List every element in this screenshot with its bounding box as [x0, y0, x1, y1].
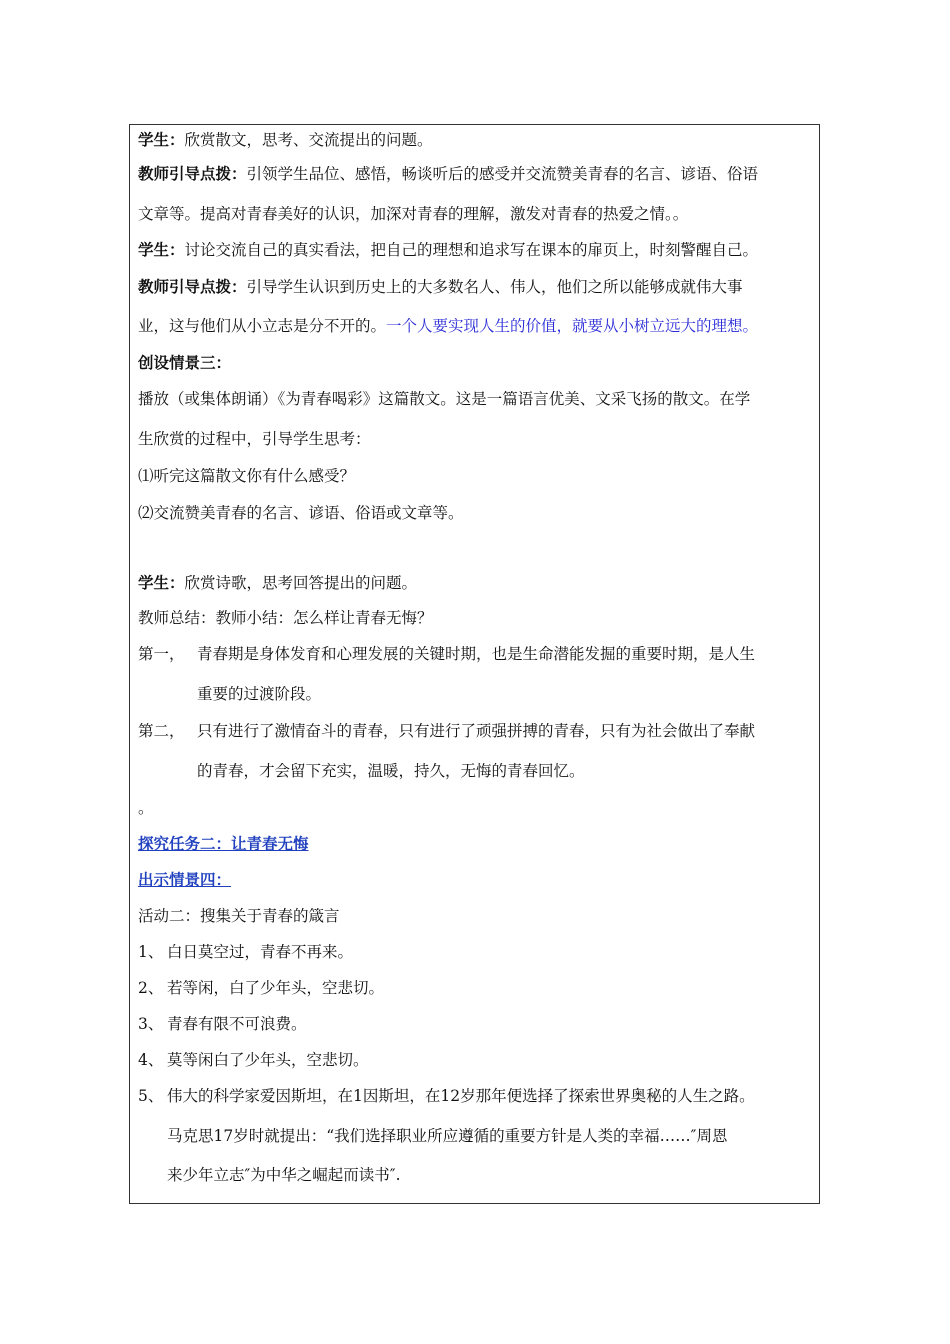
- list-item-2: [138, 978, 384, 998]
- point-two-number: 第二，: [138, 722, 185, 740]
- student-label: 学生：: [138, 130, 185, 149]
- list-number: 1、: [138, 943, 164, 961]
- point-one-cont: 重要的过渡阶段。: [197, 685, 322, 703]
- student-line-1: [138, 130, 433, 150]
- student-label: 学生：: [138, 573, 185, 592]
- teacher-guide-line-1-cont: [138, 204, 688, 224]
- student-label: 学生：: [138, 240, 185, 259]
- list-item-5-cont-2: 来少年立志″为中华之崛起而读书″.: [167, 1166, 401, 1184]
- list-item-4: [138, 1050, 369, 1070]
- list-text: 伟大的科学家爱因斯坦，在1因斯坦，在12岁那年便选择了探索世界奥秘的人生之路。: [167, 1087, 755, 1105]
- student-text: 欣赏散文，思考、交流提出的问题。: [184, 131, 433, 149]
- scenario-three-heading: 创设情景三：: [138, 353, 232, 372]
- student-line-3: [138, 573, 417, 593]
- question-2: ⑵交流赞美青春的名言、谚语、俗语或文章等。: [138, 504, 464, 522]
- list-number: 5、: [138, 1087, 164, 1105]
- list-number: 2、: [138, 979, 164, 997]
- highlight-sentence: 一个人要实现人生的价值，就要从小树立远大的理想。: [386, 317, 759, 335]
- scenario-three-line-2: 生欣赏的过程中，引导学生思考：: [138, 430, 371, 448]
- list-item-3: [138, 1014, 307, 1034]
- inquiry-task-two-link[interactable]: 探究任务二：让青春无悔: [138, 834, 309, 853]
- list-text: 白日莫空过，青春不再来。: [167, 943, 354, 961]
- list-text: 莫等闲白了少年头，空悲切。: [167, 1051, 369, 1069]
- list-number: 3、: [138, 1015, 164, 1033]
- list-item-5-cont-1: 马克思17岁时就提出：“我们选择职业所应遵循的重要方针是人类的幸福……″周恩: [167, 1127, 728, 1145]
- point-two: [138, 721, 755, 741]
- point-two-cont: 的青春，才会留下充实，温暖，持久，无悔的青春回忆。: [197, 762, 585, 780]
- point-one: [138, 644, 755, 664]
- activity-two-heading: 活动二：搜集关于青春的箴言: [138, 907, 340, 925]
- question-1: ⑴听完这篇散文你有什么感受？: [138, 467, 356, 485]
- point-one-number: 第一，: [138, 645, 185, 663]
- student-line-2: [138, 240, 758, 260]
- point-two-text: 只有进行了激情奋斗的青春，只有进行了顽强拼搏的青春，只有为社会做出了奉献: [197, 722, 756, 740]
- teacher-guide-label: 教师引导点拨：: [138, 277, 247, 296]
- scenario-four-link[interactable]: 出示情景四：: [138, 870, 232, 889]
- list-text: 若等闲，白了少年头，空悲切。: [167, 979, 385, 997]
- teacher-guide-line-1: [138, 164, 758, 184]
- stray-period: 。: [138, 799, 154, 817]
- list-item-1: [138, 942, 353, 962]
- scenario-three-line-1: 播放（或集体朗诵）《为青春喝彩》这篇散文。这是一篇语言优美、文采飞扬的散文。在学: [138, 390, 751, 408]
- student-text: 讨论交流自己的真实看法，把自己的理想和追求写在课本的扉页上，时刻警醒自己。: [184, 241, 759, 259]
- list-item-5: [138, 1086, 755, 1106]
- teacher-summary: 教师总结：教师小结：怎么样让青春无悔？: [138, 609, 433, 627]
- teacher-guide-text-cont: 文章等。提高对青春美好的认识，加深对青春的理解，激发对青春的热爱之情。。: [138, 205, 689, 223]
- teacher-guide-text-cont: 业，这与他们从小立志是分不开的。: [138, 317, 387, 335]
- list-number: 4、: [138, 1051, 164, 1069]
- teacher-guide-text: 引导学生认识到历史上的大多数名人、伟人，他们之所以能够成就伟大事: [246, 278, 743, 296]
- list-text: 青春有限不可浪费。: [167, 1015, 307, 1033]
- point-one-text: 青春期是身体发育和心理发展的关键时期，也是生命潜能发掘的重要时期，是人生: [197, 645, 756, 663]
- teacher-guide-line-2: [138, 277, 743, 297]
- student-text: 欣赏诗歌，思考回答提出的问题。: [184, 574, 418, 592]
- teacher-guide-text: 引领学生品位、感悟，畅谈听后的感受并交流赞美青春的名言、谚语、俗语: [246, 165, 759, 183]
- teacher-guide-line-2-cont: [138, 316, 758, 336]
- teacher-guide-label: 教师引导点拨：: [138, 164, 247, 183]
